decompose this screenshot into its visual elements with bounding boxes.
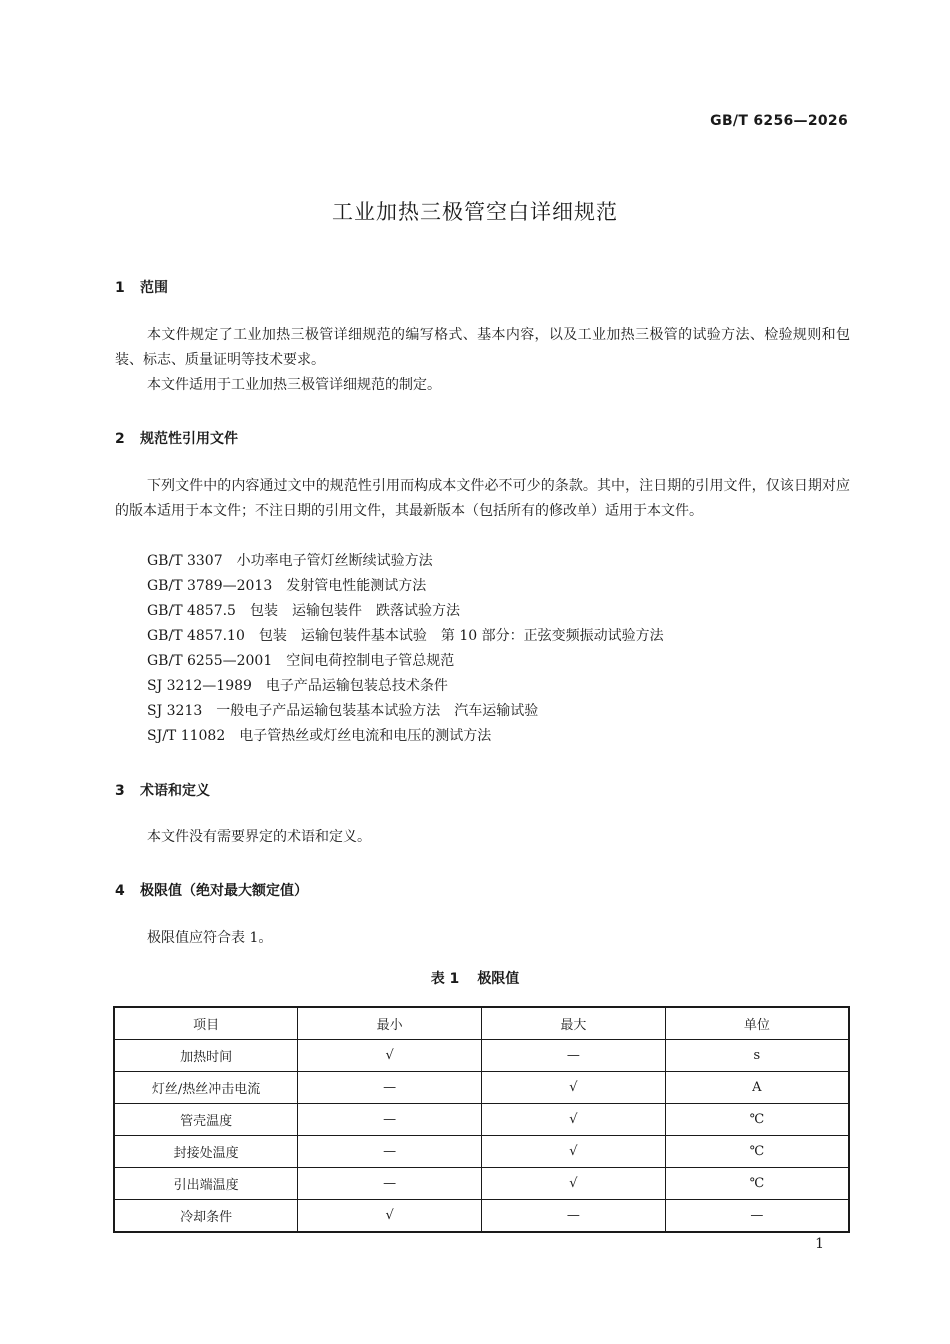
table-header-row bbox=[114, 1007, 849, 1040]
reference-code: GB/T 3789—2013 bbox=[147, 578, 273, 594]
reference-item bbox=[147, 699, 538, 724]
reference-item bbox=[147, 599, 460, 624]
table-caption bbox=[0, 968, 950, 988]
reference-title: 小功率电子管灯丝断续试验方法 bbox=[236, 553, 433, 569]
table-cell: — bbox=[665, 1200, 849, 1233]
table-cell: s bbox=[665, 1040, 849, 1072]
table-cell: 引出端温度 bbox=[114, 1168, 298, 1200]
reference-code: SJ 3212—1989 bbox=[147, 678, 252, 694]
table-row bbox=[114, 1200, 849, 1233]
section-1-heading bbox=[115, 277, 168, 297]
table-cell: — bbox=[298, 1168, 482, 1200]
section-title: 术语和定义 bbox=[140, 783, 210, 799]
table-cell: 加热时间 bbox=[114, 1040, 298, 1072]
section-title: 极限值（绝对最大额定值） bbox=[140, 883, 308, 899]
reference-item bbox=[147, 574, 426, 599]
table-row bbox=[114, 1040, 849, 1072]
reference-code: GB/T 4857.10 bbox=[147, 628, 245, 644]
table-cell: √ bbox=[482, 1104, 666, 1136]
table-cell: 封接处温度 bbox=[114, 1136, 298, 1168]
section-1-paragraph-1: 本文件规定了工业加热三极管详细规范的编写格式、基本内容，以及工业加热三极管的试验方法、检验规则和包装、标志、质量证明等技术要求。 bbox=[115, 327, 850, 368]
document-title: 工业加热三极管空白详细规范 bbox=[332, 200, 618, 224]
reference-code: GB/T 6255—2001 bbox=[147, 653, 273, 669]
reference-title: 包装 运输包装件 跌落试验方法 bbox=[249, 603, 460, 619]
reference-title: 电子管热丝或灯丝电流和电压的测试方法 bbox=[239, 728, 492, 744]
table-cell: — bbox=[298, 1072, 482, 1104]
table-cell: √ bbox=[482, 1168, 666, 1200]
table-cell: √ bbox=[298, 1040, 482, 1072]
standard-number: GB/T 6256—2026 bbox=[710, 113, 848, 129]
reference-code: SJ/T 11082 bbox=[147, 728, 226, 744]
table-header-cell: 最小 bbox=[298, 1007, 482, 1040]
table-cell: — bbox=[298, 1104, 482, 1136]
table-cell: — bbox=[298, 1136, 482, 1168]
reference-item bbox=[147, 674, 448, 699]
table-cell: √ bbox=[482, 1072, 666, 1104]
reference-title: 包装 运输包装件基本试验 第 10 部分：正弦变频振动试验方法 bbox=[258, 628, 664, 644]
table-cell: 管壳温度 bbox=[114, 1104, 298, 1136]
section-title: 规范性引用文件 bbox=[140, 431, 238, 447]
limits-table bbox=[113, 1006, 850, 1233]
table-header-cell: 最大 bbox=[482, 1007, 666, 1040]
reference-item bbox=[147, 724, 491, 749]
reference-code: GB/T 3307 bbox=[147, 553, 223, 569]
section-number: 1 bbox=[115, 280, 125, 296]
section-4-heading bbox=[115, 880, 308, 900]
table-cell: 冷却条件 bbox=[114, 1200, 298, 1233]
reference-title: 空间电荷控制电子管总规范 bbox=[286, 653, 455, 669]
table-caption-number: 表 1 bbox=[430, 971, 460, 987]
section-2-intro: 下列文件中的内容通过文中的规范性引用而构成本文件必不可少的条款。其中，注日期的引用文件，仅该日期对应的版本适用于本文件；不注日期的引用文件，其最新版本（包括所有的修改单）适用于本文件。 bbox=[115, 478, 850, 519]
table-header-cell: 项目 bbox=[114, 1007, 298, 1040]
table-cell: √ bbox=[298, 1200, 482, 1233]
table-row bbox=[114, 1136, 849, 1168]
reference-item bbox=[147, 649, 454, 674]
table-cell: ℃ bbox=[665, 1136, 849, 1168]
table-cell: A bbox=[665, 1072, 849, 1104]
section-3-paragraph: 本文件没有需要界定的术语和定义。 bbox=[147, 829, 371, 845]
section-number: 3 bbox=[115, 783, 125, 799]
page-number: 1 bbox=[815, 1236, 824, 1252]
section-3-heading bbox=[115, 780, 210, 800]
reference-title: 发射管电性能测试方法 bbox=[286, 578, 427, 594]
table-row bbox=[114, 1104, 849, 1136]
table-cell: 灯丝/热丝冲击电流 bbox=[114, 1072, 298, 1104]
section-4-paragraph: 极限值应符合表 1。 bbox=[147, 930, 273, 946]
reference-title: 电子产品运输包装总技术条件 bbox=[265, 678, 448, 694]
section-1-paragraph-2: 本文件适用于工业加热三极管详细规范的制定。 bbox=[147, 377, 441, 393]
section-number: 2 bbox=[115, 431, 125, 447]
table-caption-title: 极限值 bbox=[477, 971, 520, 987]
reference-code: GB/T 4857.5 bbox=[147, 603, 236, 619]
section-number: 4 bbox=[115, 883, 125, 899]
table-cell: ℃ bbox=[665, 1168, 849, 1200]
table-cell: — bbox=[482, 1200, 666, 1233]
section-2-heading bbox=[115, 428, 238, 448]
reference-item bbox=[147, 624, 664, 649]
section-title: 范围 bbox=[140, 280, 168, 296]
table-row bbox=[114, 1072, 849, 1104]
table-cell: ℃ bbox=[665, 1104, 849, 1136]
reference-title: 一般电子产品运输包装基本试验方法 汽车运输试验 bbox=[216, 703, 539, 719]
reference-code: SJ 3213 bbox=[147, 703, 203, 719]
table-cell: — bbox=[482, 1040, 666, 1072]
reference-item bbox=[147, 549, 433, 574]
table-row bbox=[114, 1168, 849, 1200]
table-header-cell: 单位 bbox=[665, 1007, 849, 1040]
table-cell: √ bbox=[482, 1136, 666, 1168]
